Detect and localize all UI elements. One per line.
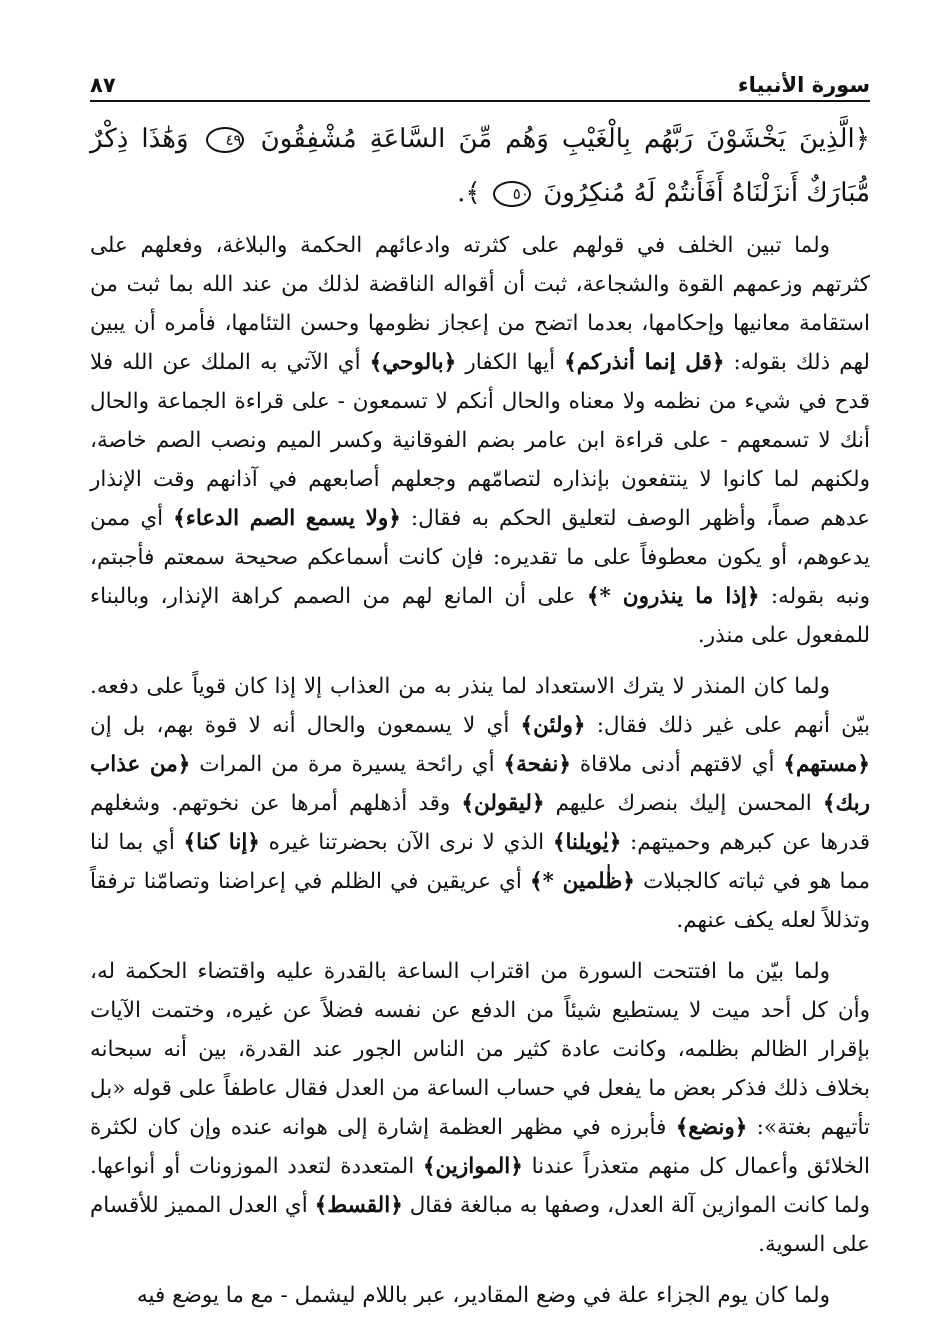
quoted-quran-phrase: ﴿القسط﴾ bbox=[314, 1193, 403, 1218]
paragraph-text: ولما تبين الخلف في قولهم على كثرته وادعائهم الحكمة والبلاغة، وفعلهم على كثرتهم وزعمهم القوة والشجاعة، ثبت أن أقواله الناقضة لذلك من عند الله بما ثبت من استقامة معانيها وإحكامها، بعدما اتضح من إعجاز نظومها وحسن التئامها، فأمره أن يبين لهم ذلك بقوله: bbox=[90, 233, 870, 375]
verse-text: ﴿الَّذِينَ يَخْشَوْنَ رَبَّهُم بِالْغَيْبِ وَهُم مِّنَ السَّاعَةِ مُشْفِقُونَ bbox=[260, 124, 870, 154]
quoted-quran-phrase: ﴿نفحة﴾ bbox=[503, 752, 571, 777]
paragraph-text: أيها الكفار bbox=[456, 350, 565, 375]
paragraph-text: أي لاقتهم أدنى ملاقاة bbox=[570, 752, 784, 777]
surah-title: سورة الأنبياء bbox=[737, 73, 870, 97]
book-page bbox=[90, 62, 870, 1315]
commentary-paragraph bbox=[90, 952, 870, 1264]
paragraph-text: فأبرزه في مظهر العظمة إشارة إلى هوانه عنده وإن كان لكثرة الخلائق وأعمال كل منهم متعذراً عندنا bbox=[90, 1115, 870, 1179]
paragraph-text: أي الآتي به الملك عن الله فلا قدح في شيء من نظمه ولا معناه والحال أنكم لا تسمعون - على قراءة الجماعة والحال أنك لا تسمعهم - على قراءة ابن عامر بضم الفوقانية وكسر الميم ونصب الصم خاصة، ولكنهم لما كانوا لا ينتفعون بإنذاره لتصامّهم وجعلهم أصابعهم في آذانهم وقت الإنذار عدهم صماً، وأظهر الوصف لتعليق الحكم به فقال: bbox=[90, 350, 870, 531]
quoted-quran-phrase: ﴿من عذاب ربك﴾ bbox=[90, 752, 870, 816]
page-number: ٨٧ bbox=[90, 73, 116, 97]
commentary-paragraph bbox=[90, 226, 870, 655]
paragraph-text: ولما كان يوم الجزاء علة في وضع المقادير، عبر باللام ليشمل - مع ما يوضع فيه bbox=[137, 1283, 830, 1308]
paragraph-text: أي عريقين في الظلم في إعراضنا وتصامّنا ترفقاً وتذللاً لعله يكف عنهم. bbox=[90, 869, 870, 933]
quoted-quran-phrase: ﴿مستهم﴾ bbox=[783, 752, 871, 777]
commentary-body bbox=[90, 226, 870, 1315]
paragraph-text: أي ممن يدعوهم، أو يكون معطوفاً على ما تقديره: فإن كانت أسماعكم صحيحة سمعتم فأجبتم، ونبه بقوله: bbox=[90, 506, 871, 609]
ayah-number-marker: ٤٩ bbox=[206, 127, 244, 153]
page-header bbox=[90, 62, 870, 96]
quran-verses bbox=[90, 112, 870, 220]
quoted-quran-phrase: ﴿ولا يسمع الصم الدعاء﴾ bbox=[173, 506, 401, 531]
verse-closing: ﴾. bbox=[457, 178, 481, 208]
paragraph-text: المحسن إليك بنصرك عليهم bbox=[544, 791, 823, 816]
paragraph-text: أي العدل المميز للأقسام على السوية. bbox=[90, 1193, 870, 1257]
quoted-quran-phrase: ﴿الموازين﴾ bbox=[422, 1154, 523, 1179]
quoted-quran-phrase: ﴿إذا ما ينذرون *﴾ bbox=[586, 584, 760, 609]
paragraph-text: أي رائحة يسيرة مرة من المرات bbox=[190, 752, 504, 777]
quoted-quran-phrase: ﴿ليقولن﴾ bbox=[461, 791, 545, 816]
paragraph-text: أي بما لنا مما هو في ثباته كالجبلات bbox=[90, 830, 871, 894]
header-rule bbox=[90, 100, 870, 102]
paragraph-text: الذي لا نرى الآن بحضرتنا غيره bbox=[259, 830, 553, 855]
paragraph-text: ولما كان المنذر لا يترك الاستعداد لما ينذر به من العذاب إلا إذا كان قوياً على دفعه. بيّن أنهم على غير ذلك فقال: bbox=[90, 674, 870, 738]
paragraph-text: وقد أذهلهم أمرها عن نخوتهم. وشغلهم قدرها عن كبرهم وحميتهم: bbox=[90, 791, 871, 855]
paragraph-text: أي لا يسمعون والحال أنه لا قوة بهم، بل إن bbox=[90, 713, 521, 738]
quoted-quran-phrase: ﴿ظٰلمين *﴾ bbox=[530, 869, 635, 894]
quoted-quran-phrase: ﴿قل إنما أنذركم﴾ bbox=[564, 350, 725, 375]
quoted-quran-phrase: ﴿يٰويلنا﴾ bbox=[552, 830, 622, 855]
quoted-quran-phrase: ﴿ولئن﴾ bbox=[520, 713, 586, 738]
paragraph-text: على أن المانع لهم من الصمم كراهة الإنذار، وبالبناء للمفعول على منذر. bbox=[90, 584, 870, 648]
commentary-paragraph bbox=[90, 667, 870, 940]
quoted-quran-phrase: ﴿إنا كنا﴾ bbox=[183, 830, 260, 855]
quoted-quran-phrase: ﴿ونضع﴾ bbox=[675, 1115, 748, 1140]
paragraph-text: ولما بيّن ما افتتحت السورة من اقتراب الساعة بالقدرة عليه واقتضاء الحكمة له، وأن كل أحد ميت لا يستطيع شيئاً من الدفع عن نفسه فضلاً عن غيره، وختمت الآيات بإقرار الظالم بظلمه، وكانت عادة كثير من الناس الجور عند القدرة، بين أنه سبحانه بخلاف ذلك فذكر بعض ما يفعل في حساب الساعة من العدل فقال عاطفاً على قوله «بل تأتيهم بغتة»: bbox=[90, 959, 871, 1140]
ayah-number-marker: ٥٠ bbox=[493, 181, 531, 207]
verse-text: وَهَٰذَا ذِكْرٌ مُّبَارَكٌ أَنزَلْنَاهُ أَفَأَنتُمْ لَهُ مُنكِرُونَ bbox=[90, 124, 870, 208]
paragraph-text: المتعددة لتعدد الموزونات أو أنواعها. ولما كانت الموازين آلة العدل، وصفها به مبالغة فقال bbox=[90, 1154, 870, 1218]
quoted-quran-phrase: ﴿بالوحي﴾ bbox=[369, 350, 457, 375]
commentary-paragraph bbox=[90, 1276, 870, 1315]
